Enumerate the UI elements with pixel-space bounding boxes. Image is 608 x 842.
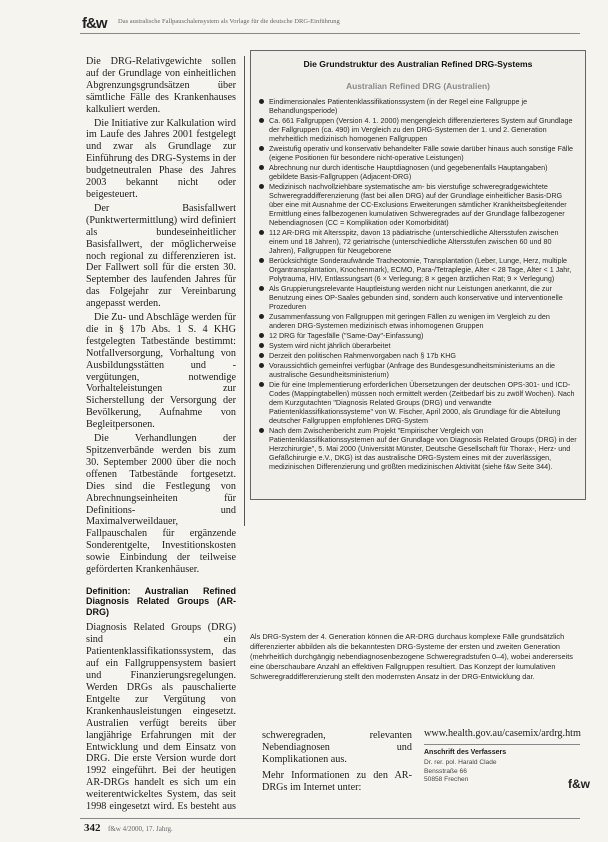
bullet-icon xyxy=(259,258,264,263)
paragraph: Die Verhandlungen der Spitzenverbände werden bis zum 30. September 2000 über die noch offenen Tatbestände fortgesetzt. Dies sind die Festlegung von Abrechnungseinheiten für Definitions- und Maximalverweildauer, Fallpauschalen für ergänzende Sonderentgelte, Investitionskosten sowie Einbindung der teilweise geförderten Krankenhäuser. xyxy=(86,433,236,576)
feature-list xyxy=(251,97,585,471)
list-item xyxy=(259,351,577,360)
list-item-text: Medizinisch nachvollziehbare systematische am- bis vierstufige schweregradgewichtete Schweregraddifferenzierung (fast bei allen DRG) auf der Grundlage einheitlicher Basis-DRG über eine mit Ausnahme der CC-Exclusions Erweiterungen sämtlicher Krankheitsbegleitender Ermittlung eines fallbezogenen kumulativen Schweregrades auf der Grundlage fallbezogener Nebendiagnosen (CC = Komplikation oder Komorbidität) xyxy=(269,182,567,227)
list-item xyxy=(259,144,577,162)
section-heading: Definition: Australian Refined Diagnosis Related Groups (AR-DRG) xyxy=(86,585,236,617)
bullet-icon xyxy=(259,146,264,151)
bullet-icon xyxy=(259,428,264,433)
paragraph: Mehr Informationen zu den AR-DRGs im Internet unter: xyxy=(262,769,412,793)
list-item xyxy=(259,228,577,255)
author-city: 50858 Frechen xyxy=(424,776,469,783)
journal-logo: f&w xyxy=(82,15,107,32)
list-item-text: Nach dem Zwischenbericht zum Projekt "Empirischer Vergleich von Patientenklassifikationssystemen auf der Grundlage von Diagnosis Related Groups (DRG) in der Herzchirurgie", 5. Mai 2000 (Universität Münster, Deutsche Gesellschaft für Thorax-, Herz- und Gefäßchirurgie e.V., DKG) ist das australische DRG-System eines mit der zuverlässigen, medizinischen Differenzierung und größten medizinischen Aktivität (siehe f&w Seite 344). xyxy=(269,426,577,471)
journal-citation: f&w 4/2000, 17. Jahrg. xyxy=(108,825,173,833)
list-item-text: Zusammenfassung von Fallgruppen mit geringen Fällen zu wenigen im Vergleich zu den anderen DRG-Systemen medizinisch etwas inhomogenen Gruppen xyxy=(269,312,550,330)
bullet-icon xyxy=(259,382,264,387)
list-item-text: Die für eine Implementierung erforderlichen Übersetzungen der deutschen OPS-301- und ICD-Codes (Mappingtabellen) müssen noch ermittelt werden (Zeitbedarf bis zu zwölf Wochen). Nach dem Kurzgutachten "Diagnosis Related Groups (DRG) und verwandte Patientenklassifikationssysteme" von W. Fischer, April 2000, als Grundlage für die Abteilung deutscher Fallgruppen empfohlenes DRG-System xyxy=(269,380,575,425)
page-number: 342 xyxy=(84,822,101,834)
list-item xyxy=(259,312,577,330)
list-item xyxy=(259,116,577,143)
list-item xyxy=(259,361,577,379)
top-rule xyxy=(80,33,580,34)
column-divider xyxy=(244,56,245,526)
bullet-icon xyxy=(259,286,264,291)
list-item-text: Voraussichtlich gemeinfrei verfügbar (Anfrage des Bundesgesundheitsministeriums an die australische Gesundheitsministerium) xyxy=(269,361,556,379)
list-item xyxy=(259,97,577,115)
list-item-text: Zweistufig operativ und konservativ behandelter Fälle sowie darüber hinaus auch sonstige Fälle (eigene Positionen für besondere nicht-operative Leistungen) xyxy=(269,144,574,162)
info-box xyxy=(250,50,586,500)
bullet-icon xyxy=(259,363,264,368)
author-label: Anschrift des Verfassers xyxy=(424,749,507,756)
bullet-icon xyxy=(259,353,264,358)
box-subtitle: Australian Refined DRG (Australien) xyxy=(346,81,490,91)
left-column xyxy=(86,56,236,812)
list-item-text: Abrechnung nur durch identische Hauptdiagnosen (und gegebenenfalls Hauptangaben) gebildete Basis-Fallgruppen (Adjacent-DRG) xyxy=(269,163,548,181)
list-item xyxy=(259,256,577,283)
list-item-text: Eindimensionales Patientenklassifikationssystem (in der Regel eine Fallgruppe je Behandlungsperiode) xyxy=(269,97,528,115)
list-item xyxy=(259,182,577,227)
paragraph: Die Initiative zur Kalkulation wird im Laufe des Jahres 2001 festgelegt und zwar als Grundlage zur Einführung des DRG-Systems in der budgetneutralen Phase des Jahres 2003 bekannt nicht oder beigesteuert. xyxy=(86,117,236,200)
list-item-text: Derzeit den politischen Rahmenvorgaben nach § 17b KHG xyxy=(269,351,456,360)
list-item xyxy=(259,331,577,340)
list-item xyxy=(259,380,577,425)
list-item-text: Als Gruppierungsrelevante Hauptleistung werden nicht nur Leistungen anerkannt, die zur Benutzung eines OP-Saales gebunden sind, sondern auch konservative und interventionelle Prozeduren xyxy=(269,284,563,311)
list-item-text: System wird nicht jährlich überarbeitet xyxy=(269,341,391,350)
paragraph: Die Zu- und Abschläge werden für die in § 17b Abs. 1 S. 4 KHG festgelegten Tatbestände bestimmt: Notfallversorgung, Vorhaltung von Ausbildungsstätten und -vergütungen, notwendige Vorhalteleistungen zur Sicherstellung der Versorgung der Bevölkerung, Aufnahme von Begleitpersonen. xyxy=(86,312,236,431)
paragraph: Der Basisfallwert (Punktwertermittlung) wird definiert als bundeseinheitlicher Basisfallwert, der möglicherweise noch regional zu differenzieren ist. Der Fallwert soll für die ersten 30. September des laufenden Jahres für das Folgejahr zur Vereinbarung angepasst werden. xyxy=(86,202,236,310)
list-item-text: Ca. 661 Fallgruppen (Version 4. 1. 2000) mengengleich differenzierteres System auf Grundlage der Fallgruppen (ca. 490) im Vergleich zu den DRG-Systemen der 1. und 2. Generation mehrheitlich medizinisch homogenen Fallgruppen xyxy=(269,116,573,143)
list-item xyxy=(259,341,577,350)
bottom-text-column xyxy=(262,730,412,798)
author-address xyxy=(424,759,580,785)
list-item xyxy=(259,163,577,181)
info-url-link[interactable]: www.health.gov.au/casemix/ardrg.htm xyxy=(424,728,581,739)
paragraph: Die DRG-Relativgewichte sollen auf der Grundlage von einheitlichen Abgrenzungsgrundsätzen über sämtliche Fälle des Krankenhauses kalkuliert werden. xyxy=(86,56,236,115)
list-item xyxy=(259,426,577,471)
list-item xyxy=(259,284,577,311)
list-item-text: 12 DRG für Tagesfälle ("Same-Day"-Einfassung) xyxy=(269,331,424,340)
bullet-icon xyxy=(259,314,264,319)
list-item-text: Berücksichtigte Sonderaufwände Tracheotomie, Transplantation (Leber, Lunge, Herz, multiple Organtransplantation, Knochenmark), ECMO, Para-/Tetraplegie, Alter < 28 Tage, Alter < 1 Jahr, Polytrauma, HIV, Entlassungsart (6 × Verlegung; 8 × gegen ärztlichen Rat; 9 × Verlegung) xyxy=(269,256,572,283)
bullet-icon xyxy=(259,230,264,235)
author-street: Bensstraße 66 xyxy=(424,767,467,775)
box-closing-text: Als DRG-System der 4. Generation können die AR-DRG durchaus komplexe Fälle grundsätzlich differenzierter abbilden als die bekanntesten DRG-Systeme der ersten und zweiten Generation (mehrheitlich durchgängig nebendiagnosenbezogene Schweregradstufen 0–4), wobei andererseits eine überschaubare Anzahl an effektiven Fallgruppen resultiert. Das Konzept der kumulativen Schweregraddifferenzierung stellt den modernsten Ansatz in der DRG-Entwicklung dar. xyxy=(250,632,573,681)
bottom-rule xyxy=(80,818,580,819)
author-name: Dr. rer. pol. Harald Clade xyxy=(424,759,497,766)
footer-logo: f&w xyxy=(568,777,590,791)
paragraph: Diagnosis Related Groups (DRG) sind ein Patientenklassifikationssystem, das auf ein Fallgruppensystem basiert und Finanzierungsregelungen. Werden DRGs als pauschalierte Entgelte zur Vergütung von Krankenhausleistungen eingesetzt. Australien verfügt bereits über langjährige Erfahrungen mit der Entwicklung und dem Einsatz von DRG. Die erste Version wurde dort 1992 eingeführt. Bei der heutigen AR-DRGs handelt es sich um ein weiterentwickeltes System, das seit 1998 eingesetzt wird. Es besteht aus xyxy=(86,622,236,812)
author-address-box xyxy=(424,744,580,811)
bullet-icon xyxy=(259,118,264,123)
bullet-icon xyxy=(259,165,264,170)
bullet-icon xyxy=(259,184,264,189)
bullet-icon xyxy=(259,343,264,348)
bullet-icon xyxy=(259,99,264,104)
running-head: Das australische Fallpauschalensystem als Vorlage für die deutsche DRG-Einführung xyxy=(118,18,340,25)
paragraph: schweregraden, relevanten Nebendiagnosen und Komplikationen aus. xyxy=(262,730,412,765)
list-item-text: 112 AR-DRG mit Altersspitz, davon 13 pädiatrische (unterschiedliche Altersstufen zwischen einem und 18 Jahren), 72 geriatrische (unterschiedliche Altersstufen zwischen 60 und 80 Jahren), Fallgruppen für Neugeborene xyxy=(269,228,559,255)
box-title: Die Grundstruktur des Australian Refined DRG-Systems xyxy=(303,59,533,69)
bullet-icon xyxy=(259,333,264,338)
